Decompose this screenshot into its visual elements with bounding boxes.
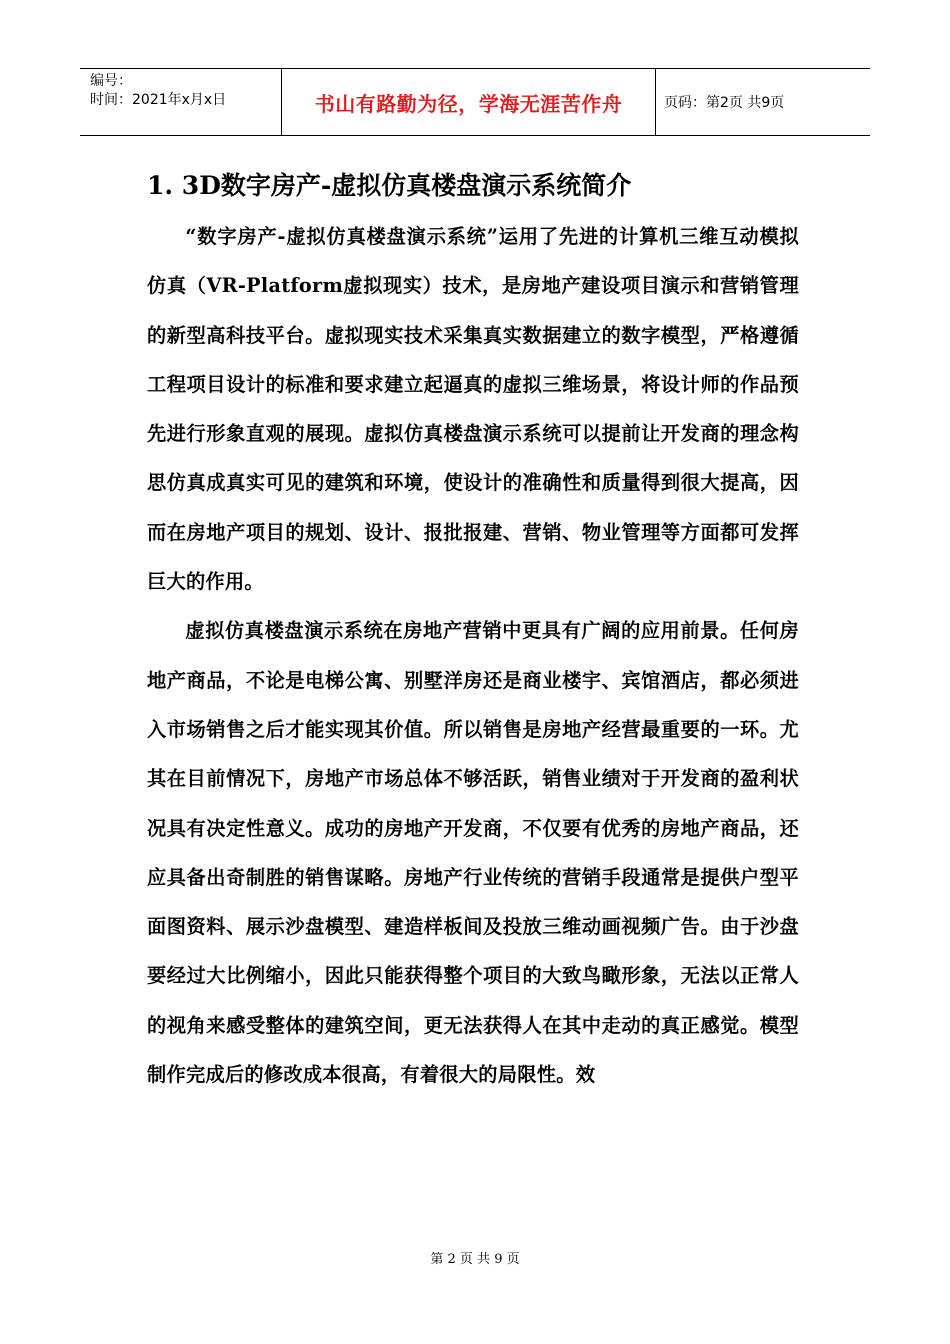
body-content bbox=[147, 212, 799, 1099]
header-meta bbox=[80, 69, 282, 135]
doc-time-label: 时间：2021年x月x日 bbox=[90, 92, 227, 108]
header-page-code: 页码：第2页 共9页 bbox=[664, 95, 785, 111]
doc-number-label: 编号： bbox=[90, 73, 132, 89]
paragraph: 虚拟仿真楼盘演示系统在房地产营销中更具有广阔的应用前景。任何房地产商品，不论是电梯公寓、别墅洋房还是商业楼宇、宾馆酒店，都必须进入市场销售之后才能实现其价值。所以销售是房地产经营最重要的一环。尤其在目前情况下，房地产市场总体不够活跃，销售业绩对于开发商的盈利状况具有决定性意义。成功的房地产开发商，不仅要有优秀的房地产商品，还应具备出奇制胜的销售谋略。房地产行业传统的营销手段通常是提供户型平面图资料、展示沙盘模型、建造样板间及投放三维动画视频广告。由于沙盘要经过大比例缩小，因此只能获得整个项目的大致鸟瞰形象，无法以正常人的视角来感受整体的建筑空间，更无法获得人在其中走动的真正感觉。模型制作完成后的修改成本很高，有着很大的局限性。效 bbox=[147, 619, 799, 1087]
header-motto: 书山有路勤为径，学海无涯苦作舟 bbox=[282, 69, 656, 135]
paragraph: “数字房产-虚拟仿真楼盘演示系统”运用了先进的计算机三维互动模拟仿真（VR-Platform虚拟现实）技术，是房地产建设项目演示和营销管理的新型高科技平台。虚拟现实技术采集真实数据建立的数字模型，严格遵循工程项目设计的标准和要求建立起逼真的虚拟三维场景，将设计师的作品预先进行形象直观的展现。虚拟仿真楼盘演示系统可以提前让开发商的理念构思仿真成真实可见的建筑和环境，使设计的准确性和质量得到很大提高，因而在房地产项目的规划、设计、报批报建、营销、物业管理等方面都可发挥巨大的作用。 bbox=[147, 225, 799, 594]
page-header bbox=[80, 68, 870, 136]
section-title: 1. 3D数字房产-虚拟仿真楼盘演示系统简介 bbox=[147, 171, 632, 200]
page-footer: 第 2 页 共 9 页 bbox=[430, 1252, 520, 1267]
